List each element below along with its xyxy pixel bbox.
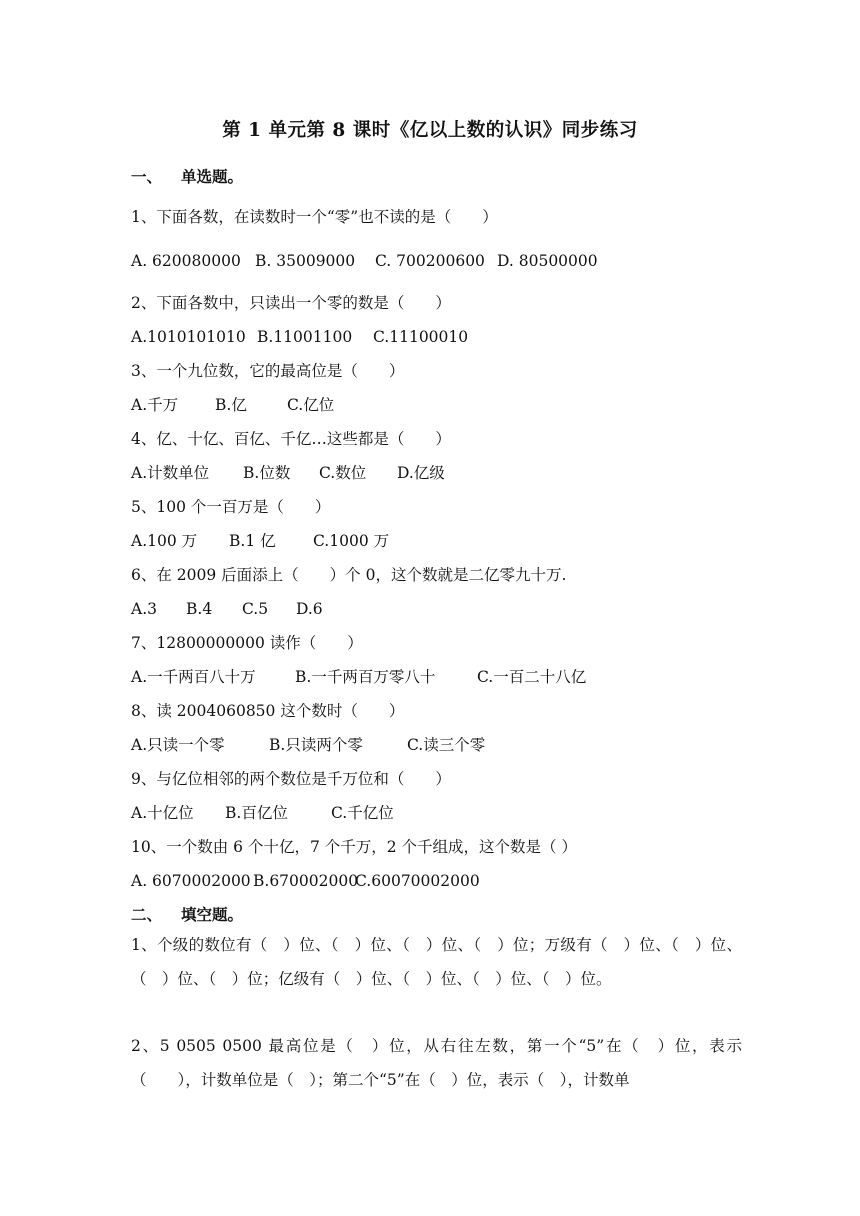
section-label: 单选题。 — [181, 167, 244, 186]
options-8 — [131, 734, 742, 756]
fill-question-1: 1、个级的数位有（ ）位、（ ）位、（ ）位、（ ）位；万级有（ ）位、（ ）位、（ ）位、（ ）位；亿级有（ ）位、（ ）位、（ ）位、（ ）位。 — [131, 936, 742, 988]
option-d: D.亿级 — [397, 464, 445, 482]
options-1 — [131, 250, 742, 272]
question-4: 4、亿、十亿、百亿、千亿…这些都是（ ） — [131, 430, 451, 448]
option-b: B.4 — [186, 600, 213, 618]
question-8: 8、读 2004060850 这个数时（ ） — [131, 702, 405, 720]
option-d: D.6 — [296, 600, 323, 618]
section-number: 一、 — [131, 167, 163, 186]
option-a: A. 620080000 — [131, 252, 241, 270]
option-a: A.只读一个零 — [131, 736, 225, 754]
option-a: A.100 万 — [131, 532, 198, 550]
options-6 — [131, 598, 742, 620]
question-1: 1、下面各数，在读数时一个“零”也不读的是（ ） — [131, 208, 498, 226]
options-5 — [131, 530, 742, 552]
option-b: B.670002000 — [253, 872, 359, 890]
option-c: C.11100010 — [373, 328, 469, 346]
option-b: B.只读两个零 — [269, 736, 363, 754]
option-c: C.1000 万 — [313, 532, 390, 550]
option-a: A.一千两百八十万 — [131, 668, 256, 686]
option-c: C.亿位 — [287, 396, 335, 414]
option-a: A.3 — [131, 600, 157, 618]
option-c: C. 700200600 — [375, 252, 485, 270]
question-9: 9、与亿位相邻的两个数位是千万位和（ ） — [131, 770, 451, 788]
options-7 — [131, 666, 742, 688]
option-c: C.千亿位 — [331, 804, 394, 822]
section-heading-fill-in — [131, 904, 742, 926]
option-b: B.百亿位 — [225, 804, 288, 822]
option-a: A. 6070002000 — [131, 872, 251, 890]
option-b: B. 35009000 — [255, 252, 356, 270]
section-label: 填空题。 — [181, 905, 244, 924]
section-number: 二、 — [131, 905, 163, 924]
option-c: C.读三个零 — [407, 736, 486, 754]
option-b: B.亿 — [215, 396, 247, 414]
options-4 — [131, 462, 742, 484]
question-6: 6、在 2009 后面添上（ ）个 0，这个数就是二亿零九十万. — [131, 566, 567, 584]
question-7: 7、12800000000 读作（ ） — [131, 634, 363, 652]
option-b: B.11001100 — [257, 328, 353, 346]
option-a: A.千万 — [131, 396, 179, 414]
option-c: C.数位 — [319, 464, 367, 482]
option-c: C.一百二十八亿 — [477, 668, 587, 686]
question-3: 3、一个九位数，它的最高位是（ ） — [131, 362, 405, 380]
question-10: 10、一个数由 6 个十亿，7 个千万，2 个千组成，这个数是（ ） — [131, 838, 577, 856]
option-a: A.十亿位 — [131, 804, 194, 822]
options-2 — [131, 326, 742, 348]
option-b: B.位数 — [243, 464, 291, 482]
fill-question-2: 2、5 0505 0500 最高位是（ ）位，从右往左数，第一个“5”在（ ）位，表示（ ），计数单位是（ ）；第二个“5”在（ ）位，表示（ ），计数单 — [131, 1037, 742, 1089]
options-3 — [131, 394, 742, 416]
option-a: A.1010101010 — [131, 328, 246, 346]
option-c: C.60070002000 — [355, 872, 480, 890]
section-heading-single-choice — [131, 166, 742, 188]
question-2: 2、下面各数中，只读出一个零的数是（ ） — [131, 294, 451, 312]
option-a: A.计数单位 — [131, 464, 210, 482]
page-title: 第 1 单元第 8 课时《亿以上数的认识》同步练习 — [222, 120, 638, 141]
options-10 — [131, 870, 742, 892]
option-c: C.5 — [242, 600, 269, 618]
options-9 — [131, 802, 742, 824]
option-b: B.1 亿 — [229, 532, 276, 550]
question-5: 5、100 个一百万是（ ） — [131, 498, 331, 516]
option-b: B.一千两百万零八十 — [295, 668, 436, 686]
option-d: D. 80500000 — [497, 252, 598, 270]
